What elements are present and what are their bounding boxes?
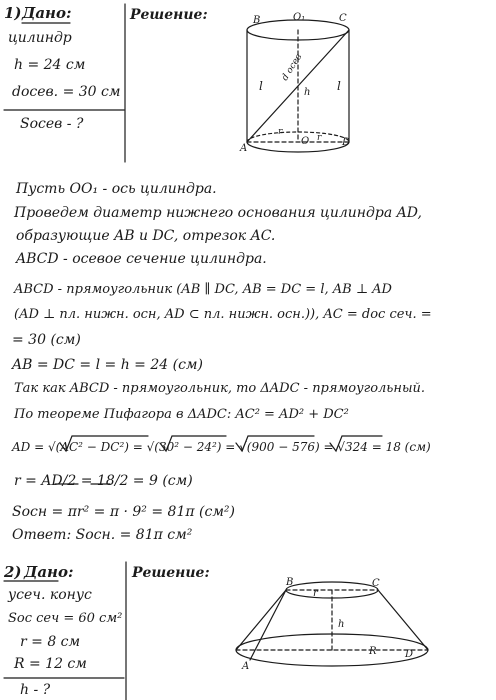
solution1-line: Пусть OO₁ - ось цилиндра.	[16, 181, 217, 197]
solution1-line: Sосн = πr² = π · 9² = 81π (см²)	[12, 504, 236, 520]
solution1-line: Так как ABCD - прямоугольник, то ΔADC - прямоугольный.	[14, 381, 426, 396]
label-r-left: r	[278, 127, 283, 137]
point-label-A: A	[240, 143, 248, 154]
problem1-solution-header: Решение:	[130, 7, 208, 23]
solution1-line: r = AD/2 = 18/2 = 9 (см)	[14, 473, 193, 489]
problem1-given-header: Дано:	[22, 4, 72, 22]
problem2-given-line: r = 8 см	[20, 634, 81, 650]
point-label-C2: C	[372, 578, 380, 589]
problem1-find: Sосев - ?	[20, 116, 84, 132]
point-label-A2: A	[242, 661, 250, 672]
solution1-line: AB = DC = l = h = 24 (см)	[12, 357, 203, 373]
problem1-given-line: цилиндр	[8, 30, 72, 46]
solution1-line: Проведем диаметр нижнего основания цилиндра AD,	[14, 205, 422, 221]
problem1-given-line: dосев. = 30 см	[12, 84, 121, 100]
problem2-given-line: Sос сеч = 60 см²	[8, 611, 123, 626]
label-r-right: r	[317, 133, 322, 143]
solution1-answer: Ответ: Sосн. = 81π см²	[12, 527, 193, 543]
truncated-cone-figure	[236, 582, 428, 666]
point-label-B: B	[253, 15, 261, 26]
label-h2: h	[338, 619, 345, 630]
label-R-large: R	[369, 646, 377, 657]
label-l-left: l	[259, 79, 263, 93]
label-l-right: l	[337, 79, 341, 93]
problem2-find: h - ?	[20, 682, 51, 698]
solution1-line: = 30 (см)	[12, 332, 81, 348]
point-label-B2: B	[286, 577, 294, 588]
problem2-given-line: усеч. конус	[8, 587, 92, 603]
point-label-O: O	[301, 136, 310, 147]
point-label-D2: D	[405, 649, 414, 660]
problem1-given-line: h = 24 см	[14, 57, 86, 73]
label-h: h	[304, 87, 311, 98]
label-d-axial: d осев	[280, 52, 305, 83]
solution1-line: AD = √(AC² − DC²) = √(30² − 24²) = √(900 − 576) = √324 = 18 (см)	[12, 440, 431, 454]
problem2-given-line: R = 12 см	[14, 656, 87, 672]
cylinder-figure	[247, 20, 349, 152]
label-r-small: r	[313, 588, 318, 599]
problem1-number: 1)	[4, 4, 22, 22]
point-label-D: D	[342, 137, 351, 148]
point-label-C: C	[339, 13, 347, 24]
problem2-solution-header: Решение:	[132, 565, 210, 581]
problem2-given-header: Дано:	[24, 563, 74, 581]
solution1-line: образующие AB и DC, отрезок AC.	[16, 228, 276, 244]
solution1-line: ABCD - прямоугольник (AB ∥ DC, AB = DC = l, AB ⊥ AD	[14, 282, 392, 297]
solution1-line: ABCD - осевое сечение цилиндра.	[16, 251, 267, 267]
solution1-line: (AD ⊥ пл. нижн. осн, AD ⊂ пл. нижн. осн.)), AC = dос сеч. =	[14, 307, 432, 322]
point-label-O1: O₁	[293, 12, 306, 23]
problem2-number: 2)	[4, 563, 22, 581]
solution1-line: По теореме Пифагора в ΔADC: AC² = AD² + DC²	[14, 407, 349, 422]
